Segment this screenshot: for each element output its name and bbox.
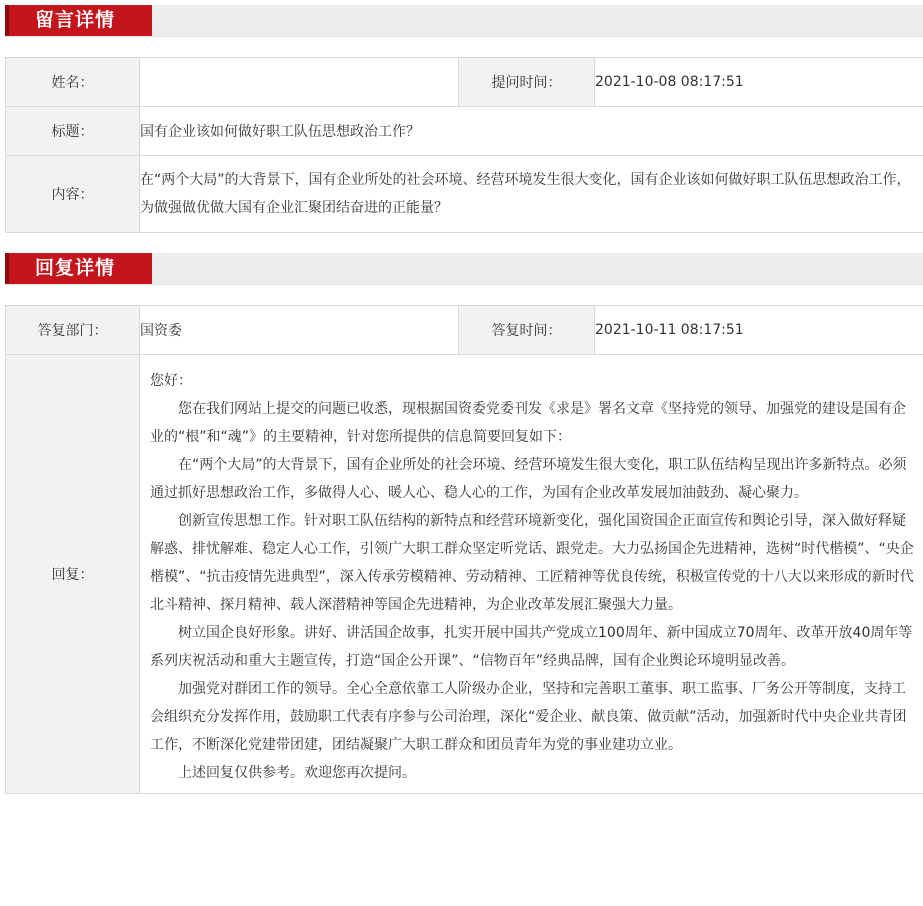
table-row [6, 355, 923, 794]
reply-paragraph: 您在我们网站上提交的问题已收悉，现根据国资委党委刊发《求是》署名文章《坚持党的领导、加强党的建设是国有企业的“根”和“魂”》的主要精神，针对您所提供的信息简要回复如下： [150, 401, 906, 445]
reply-time-value: 2021-10-11 08:17:51 [595, 306, 923, 355]
reply-paragraph: 树立国企良好形象。讲好、讲活国企故事，扎实开展中国共产党成立100周年、新中国成立70周年、改革开放40周年等系列庆祝活动和重大主题宣传，打造“国企公开课”、“信物百年”经典品牌，国有企业舆论环境明显改善。 [150, 625, 913, 669]
reply-paragraph: 创新宣传思想工作。针对职工队伍结构的新特点和经营环境新变化，强化国资国企正面宣传和舆论引导，深入做好释疑解惑、排忧解难、稳定人心工作，引领广大职工群众坚定听党话、跟党走。大力弘扬国企先进精神，选树“时代楷模”、“央企楷模”、“抗击疫情先进典型”，深入传承劳模精神、劳动精神、工匠精神等优良传统，积极宣传党的十八大以来形成的新时代北斗精神、探月精神、载人深潜精神等国企先进精神，为企业改革发展汇聚强大力量。 [150, 513, 914, 613]
dept-value: 国资委 [140, 306, 459, 355]
message-section-title: 留言详情 [5, 5, 147, 36]
table-row [6, 107, 923, 156]
name-label: 姓名： [6, 58, 140, 107]
content-label: 内容： [6, 156, 140, 233]
reply-closing: 上述回复仅供参考。欢迎您再次提问。 [178, 765, 416, 781]
subject-label: 标题： [6, 107, 140, 156]
ask-time-label: 提问时间： [459, 58, 595, 107]
name-value [140, 58, 459, 107]
reply-paragraph: 在“两个大局”的大背景下，国有企业所处的社会环境、经营环境发生很大变化，职工队伍结构呈现出许多新特点。必须通过抓好思想政治工作，多做得人心、暖人心、稳人心的工作，为国有企业改革发展加油鼓劲、凝心聚力。 [150, 457, 907, 501]
reply-body [140, 355, 923, 793]
table-row [6, 306, 923, 355]
table-row [6, 58, 923, 107]
reply-label: 回复： [6, 355, 140, 794]
ask-time-value: 2021-10-08 08:17:51 [595, 58, 923, 107]
reply-details-table [5, 305, 923, 794]
message-section-header [5, 5, 923, 37]
section-accent-bar [149, 5, 152, 36]
table-row [6, 156, 923, 233]
reply-section-header [5, 253, 923, 285]
message-details-table [5, 57, 923, 233]
section-accent-bar [149, 253, 152, 284]
content-value: 在“两个大局”的大背景下，国有企业所处的社会环境、经营环境发生很大变化，国有企业该如何做好职工队伍思想政治工作，为做强做优做大国有企业汇聚团结奋进的正能量？ [140, 156, 923, 233]
reply-time-label: 答复时间： [459, 306, 595, 355]
subject-value: 国有企业该如何做好职工队伍思想政治工作？ [140, 107, 923, 156]
reply-paragraph: 加强党对群团工作的领导。全心全意依靠工人阶级办企业，坚持和完善职工董事、职工监事、厂务公开等制度，支持工会组织充分发挥作用，鼓励职工代表有序参与公司治理，深化“爱企业、献良策、做贡献”活动，加强新时代中央企业共青团工作，不断深化党建带团建，团结凝聚广大职工群众和团员青年为党的事业建功立业。 [150, 681, 907, 753]
dept-label: 答复部门： [6, 306, 140, 355]
reply-section-title: 回复详情 [5, 253, 147, 284]
reply-greeting: 您好： [150, 373, 192, 389]
